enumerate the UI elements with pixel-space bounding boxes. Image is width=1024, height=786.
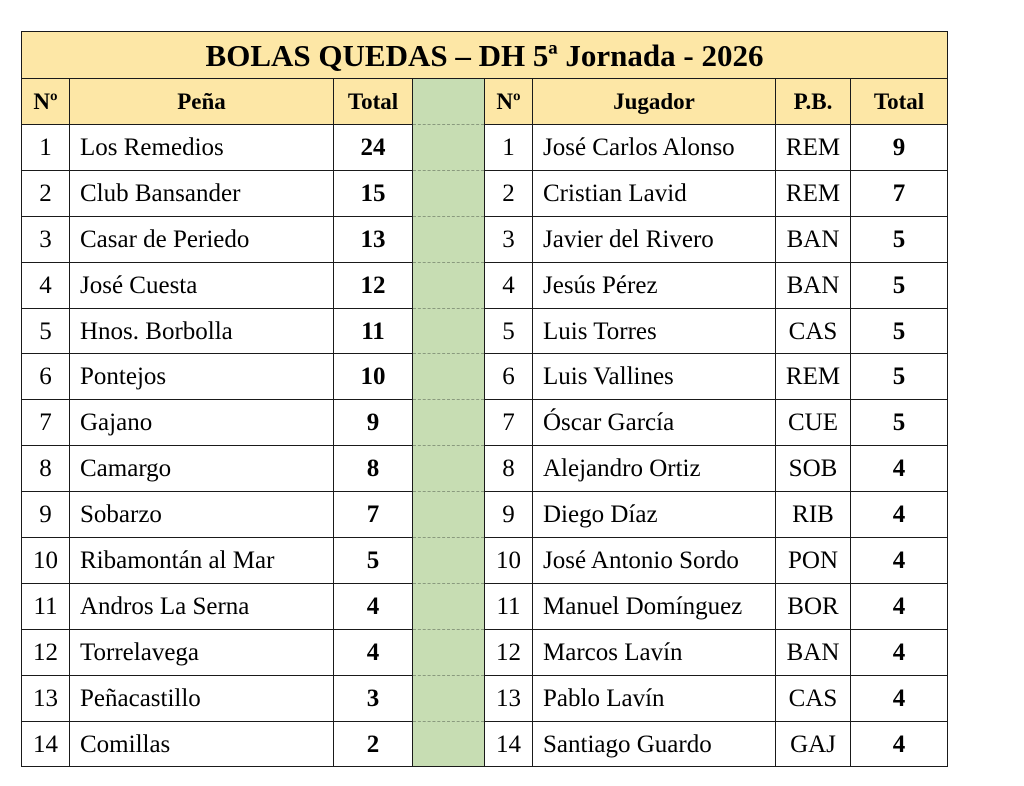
player-pb: REM — [776, 354, 851, 400]
table-row — [22, 538, 948, 584]
player-total: 4 — [851, 538, 948, 584]
player-total: 4 — [851, 721, 948, 767]
pena-total: 7 — [334, 492, 413, 538]
player-rank: 5 — [485, 308, 533, 354]
player-name: Marcos Lavín — [533, 629, 776, 675]
pena-rank: 8 — [22, 446, 70, 492]
pena-name: Sobarzo — [70, 492, 334, 538]
player-rank: 3 — [485, 216, 533, 262]
header-jugador: Jugador — [533, 79, 776, 125]
pena-total: 9 — [334, 400, 413, 446]
separator-cell — [413, 492, 485, 538]
player-pb: GAJ — [776, 721, 851, 767]
header-penas-total: Total — [334, 79, 413, 125]
player-pb: CAS — [776, 675, 851, 721]
pena-total: 13 — [334, 216, 413, 262]
player-pb: REM — [776, 170, 851, 216]
player-total: 4 — [851, 446, 948, 492]
player-total: 5 — [851, 262, 948, 308]
player-name: Jesús Pérez — [533, 262, 776, 308]
player-total: 5 — [851, 308, 948, 354]
pena-total: 10 — [334, 354, 413, 400]
player-pb: REM — [776, 125, 851, 171]
player-name: José Carlos Alonso — [533, 125, 776, 171]
separator-cell — [413, 583, 485, 629]
pena-rank: 3 — [22, 216, 70, 262]
player-name: Santiago Guardo — [533, 721, 776, 767]
player-name: Luis Torres — [533, 308, 776, 354]
player-pb: BAN — [776, 262, 851, 308]
pena-total: 12 — [334, 262, 413, 308]
pena-total: 15 — [334, 170, 413, 216]
separator-cell — [413, 400, 485, 446]
table-row — [22, 721, 948, 767]
player-pb: CAS — [776, 308, 851, 354]
pena-rank: 14 — [22, 721, 70, 767]
pena-name: Club Bansander — [70, 170, 334, 216]
player-rank: 12 — [485, 629, 533, 675]
table-row — [22, 170, 948, 216]
table-row — [22, 262, 948, 308]
header-penas-number: Nº — [22, 79, 70, 125]
pena-rank: 4 — [22, 262, 70, 308]
pena-total: 4 — [334, 583, 413, 629]
player-total: 7 — [851, 170, 948, 216]
pena-name: Ribamontán al Mar — [70, 538, 334, 584]
player-rank: 1 — [485, 125, 533, 171]
player-total: 4 — [851, 629, 948, 675]
player-total: 5 — [851, 216, 948, 262]
pena-name: Casar de Periedo — [70, 216, 334, 262]
table-row — [22, 308, 948, 354]
table-title: BOLAS QUEDAS – DH 5ª Jornada - 2026 — [22, 32, 948, 79]
player-name: Cristian Lavid — [533, 170, 776, 216]
table-row — [22, 675, 948, 721]
table-row — [22, 400, 948, 446]
pena-total: 8 — [334, 446, 413, 492]
pena-rank: 13 — [22, 675, 70, 721]
player-name: Manuel Domínguez — [533, 583, 776, 629]
pena-total: 24 — [334, 125, 413, 171]
player-total: 5 — [851, 354, 948, 400]
player-rank: 14 — [485, 721, 533, 767]
player-total: 4 — [851, 583, 948, 629]
pena-rank: 9 — [22, 492, 70, 538]
player-rank: 6 — [485, 354, 533, 400]
pena-name: Torrelavega — [70, 629, 334, 675]
separator-cell — [413, 675, 485, 721]
header-players-number: Nº — [485, 79, 533, 125]
table-row — [22, 354, 948, 400]
pena-name: José Cuesta — [70, 262, 334, 308]
separator-cell — [413, 262, 485, 308]
player-rank: 8 — [485, 446, 533, 492]
separator-cell — [413, 354, 485, 400]
header-pena: Peña — [70, 79, 334, 125]
separator-cell — [413, 538, 485, 584]
pena-total: 5 — [334, 538, 413, 584]
player-pb: BAN — [776, 216, 851, 262]
separator-cell — [413, 629, 485, 675]
player-rank: 7 — [485, 400, 533, 446]
player-rank: 9 — [485, 492, 533, 538]
pena-rank: 10 — [22, 538, 70, 584]
player-pb: BOR — [776, 583, 851, 629]
player-rank: 11 — [485, 583, 533, 629]
table-row — [22, 125, 948, 171]
standings-table — [21, 31, 948, 767]
pena-rank: 6 — [22, 354, 70, 400]
player-name: Luis Vallines — [533, 354, 776, 400]
player-total: 4 — [851, 492, 948, 538]
separator-column — [413, 79, 485, 125]
header-row — [22, 79, 948, 125]
table-row — [22, 583, 948, 629]
table-row — [22, 216, 948, 262]
separator-cell — [413, 170, 485, 216]
player-name: Javier del Rivero — [533, 216, 776, 262]
pena-rank: 11 — [22, 583, 70, 629]
separator-cell — [413, 721, 485, 767]
player-name: Pablo Lavín — [533, 675, 776, 721]
player-rank: 2 — [485, 170, 533, 216]
player-pb: RIB — [776, 492, 851, 538]
pena-total: 2 — [334, 721, 413, 767]
pena-rank: 7 — [22, 400, 70, 446]
pena-rank: 5 — [22, 308, 70, 354]
player-name: Diego Díaz — [533, 492, 776, 538]
player-name: Óscar García — [533, 400, 776, 446]
player-pb: PON — [776, 538, 851, 584]
table-row — [22, 492, 948, 538]
pena-total: 4 — [334, 629, 413, 675]
pena-name: Camargo — [70, 446, 334, 492]
header-players-total: Total — [851, 79, 948, 125]
table-row — [22, 446, 948, 492]
header-pb: P.B. — [776, 79, 851, 125]
pena-name: Hnos. Borbolla — [70, 308, 334, 354]
pena-name: Gajano — [70, 400, 334, 446]
pena-name: Pontejos — [70, 354, 334, 400]
separator-cell — [413, 308, 485, 354]
pena-total: 3 — [334, 675, 413, 721]
player-total: 5 — [851, 400, 948, 446]
pena-total: 11 — [334, 308, 413, 354]
pena-name: Los Remedios — [70, 125, 334, 171]
separator-cell — [413, 125, 485, 171]
pena-rank: 2 — [22, 170, 70, 216]
separator-cell — [413, 446, 485, 492]
player-rank: 13 — [485, 675, 533, 721]
player-pb: BAN — [776, 629, 851, 675]
player-rank: 4 — [485, 262, 533, 308]
player-total: 4 — [851, 675, 948, 721]
table-row — [22, 629, 948, 675]
title-row — [22, 32, 948, 79]
pena-rank: 1 — [22, 125, 70, 171]
pena-name: Peñacastillo — [70, 675, 334, 721]
player-name: José Antonio Sordo — [533, 538, 776, 584]
player-pb: CUE — [776, 400, 851, 446]
separator-cell — [413, 216, 485, 262]
pena-rank: 12 — [22, 629, 70, 675]
pena-name: Comillas — [70, 721, 334, 767]
player-pb: SOB — [776, 446, 851, 492]
player-total: 9 — [851, 125, 948, 171]
player-name: Alejandro Ortiz — [533, 446, 776, 492]
pena-name: Andros La Serna — [70, 583, 334, 629]
player-rank: 10 — [485, 538, 533, 584]
